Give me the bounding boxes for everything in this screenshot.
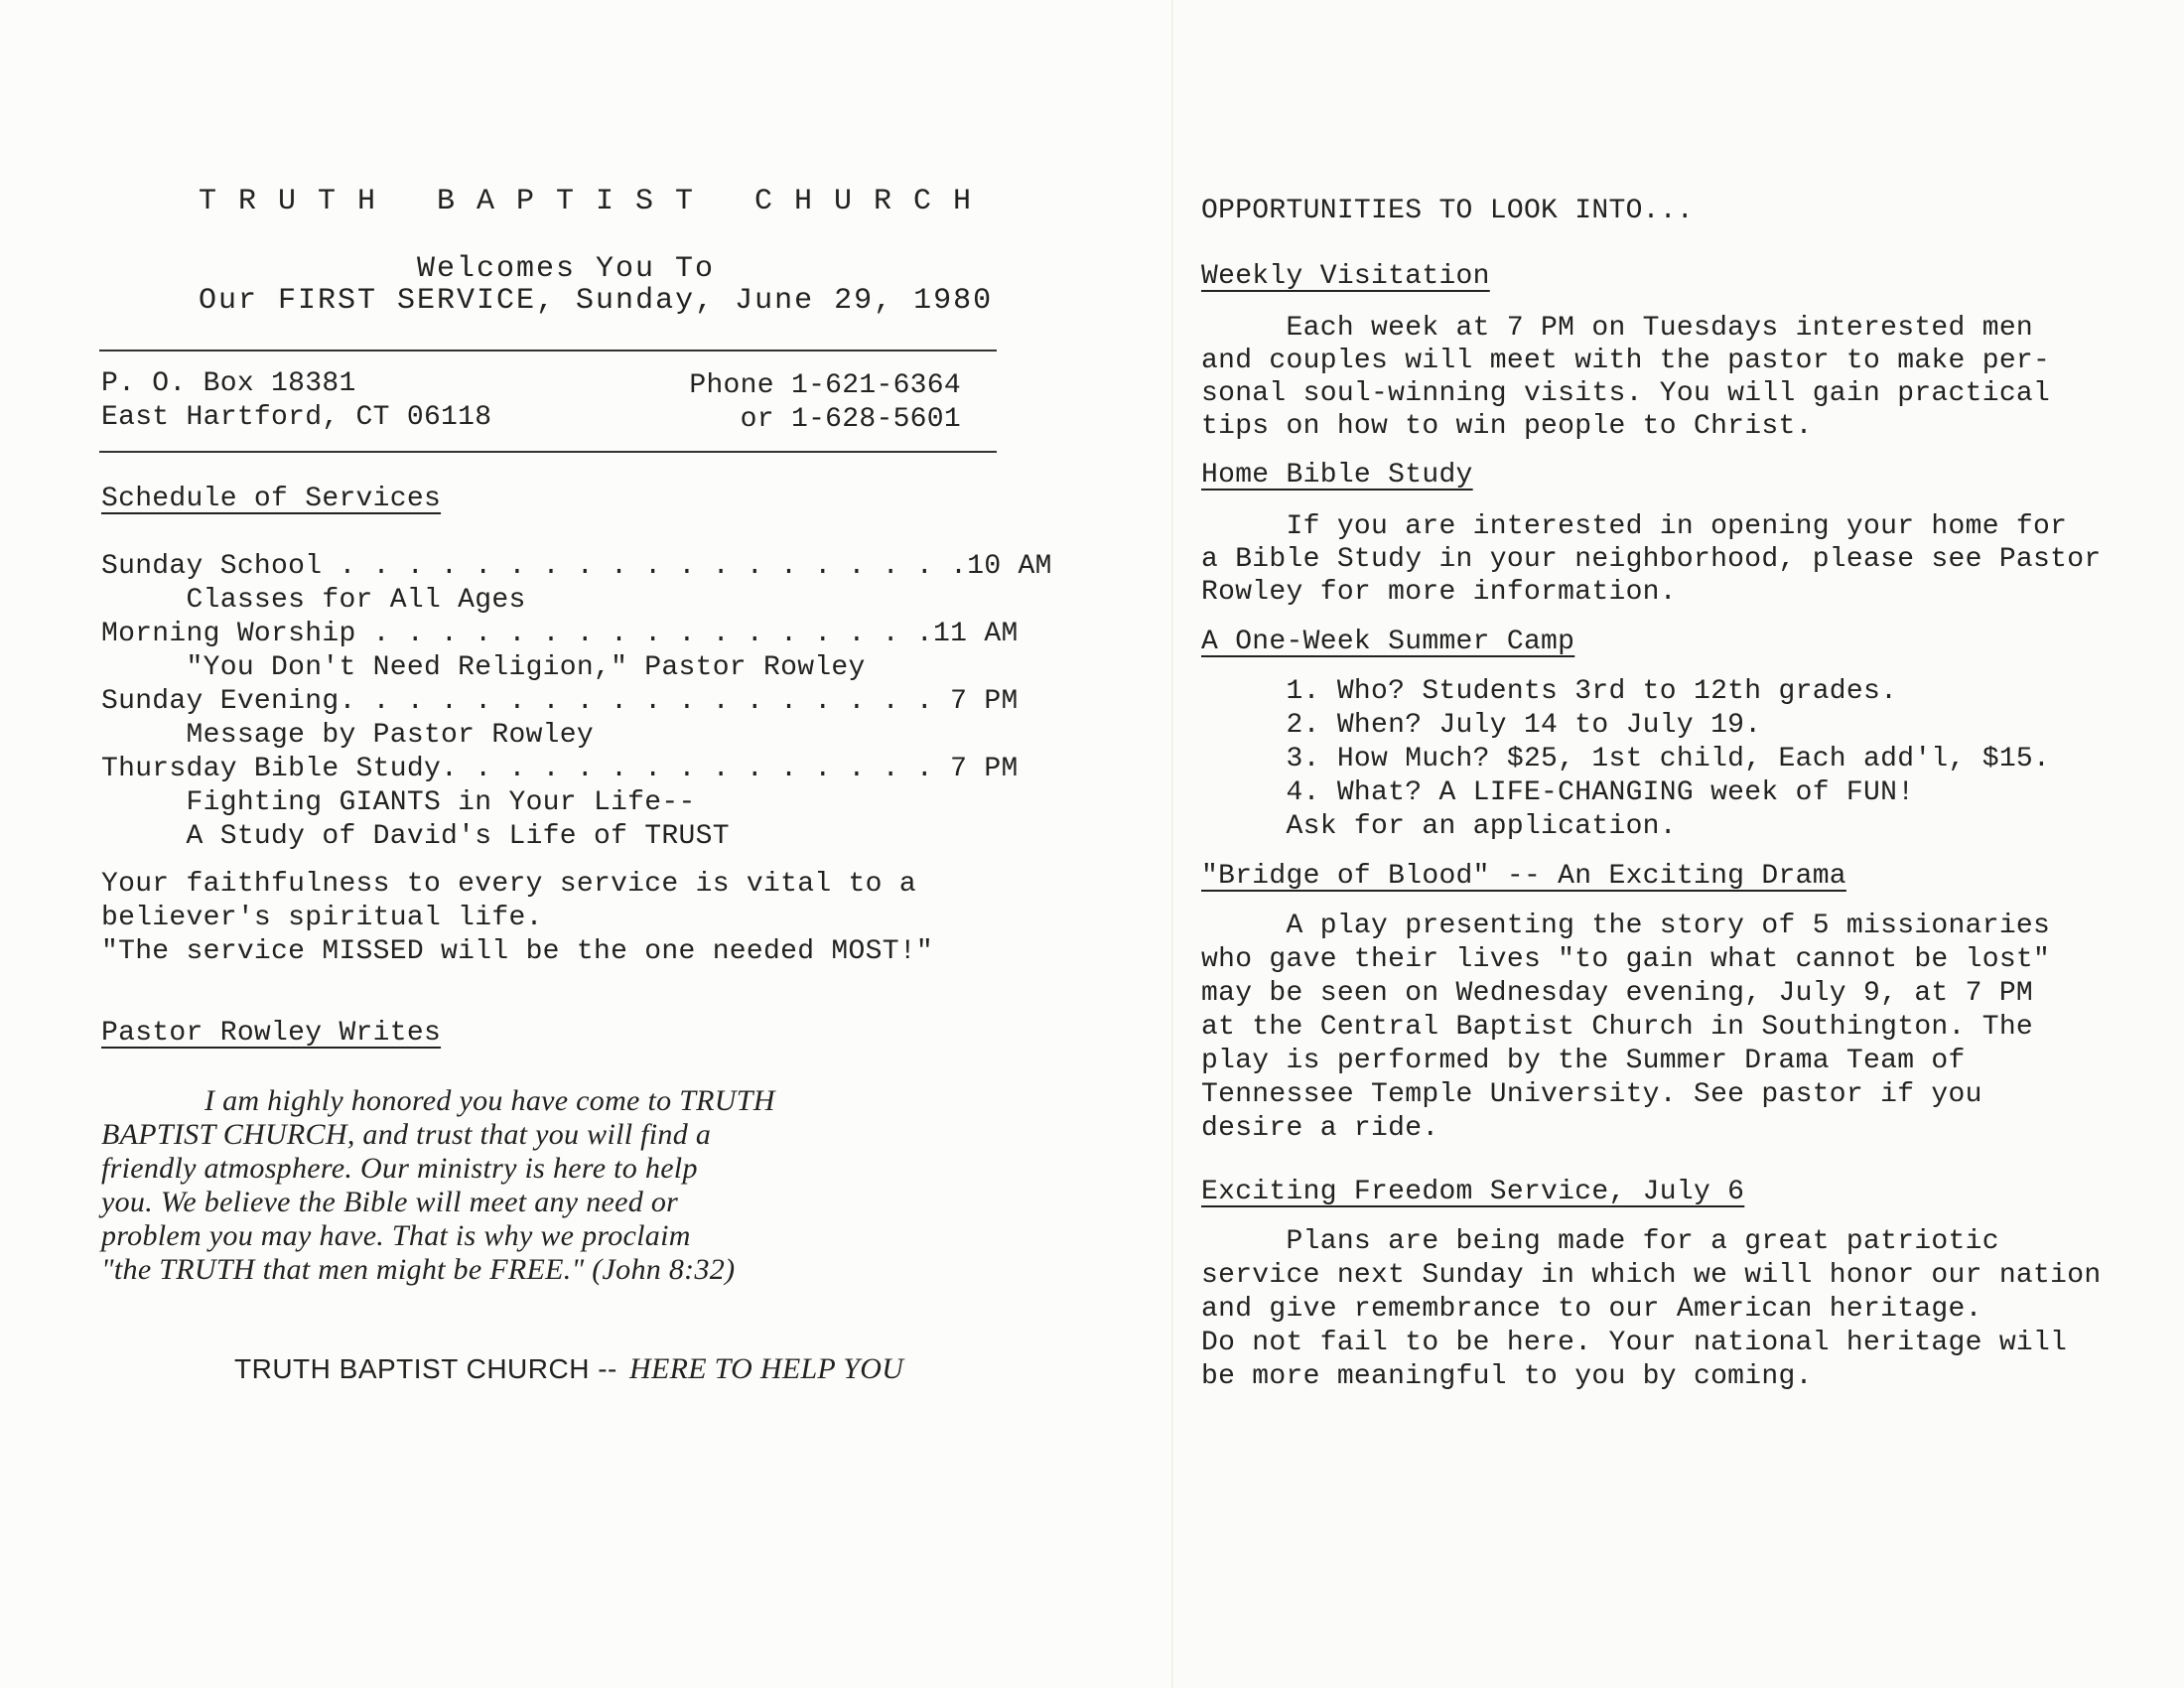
address-line-1: P. O. Box 18381 <box>101 368 356 399</box>
footer-church-name: TRUTH BAPTIST CHURCH -- <box>234 1353 617 1384</box>
freedom-line: service next Sunday in which we will honor our nation <box>1201 1260 2102 1291</box>
welcome-line-2: Our FIRST SERVICE, Sunday, June 29, 1980 <box>199 284 994 318</box>
visitation-heading: Weekly Visitation <box>1201 261 1490 292</box>
page-fold <box>1171 0 1173 1688</box>
freedom-line: Do not fail to be here. Your national heritage will <box>1201 1328 2068 1358</box>
church-title: TRUTH BAPTIST CHURCH <box>199 185 994 218</box>
drama-line: at the Central Baptist Church in Southington. The <box>1201 1012 2034 1043</box>
bible-study-line: If you are interested in opening your home for <box>1201 511 2068 542</box>
schedule-line: A Study of David's Life of TRUST <box>101 821 730 852</box>
freedom-line: be more meaningful to you by coming. <box>1201 1361 1813 1392</box>
schedule-line: Thursday Bible Study. . . . . . . . . . . . . . . 7 PM <box>101 754 1019 784</box>
schedule-line: Fighting GIANTS in Your Life-- <box>101 787 696 818</box>
pastor-line: "the TRUTH that men might be FREE." (John 8:32) <box>101 1253 736 1286</box>
schedule-line: Classes for All Ages <box>101 585 526 616</box>
visitation-line: tips on how to win people to Christ. <box>1201 411 1813 442</box>
schedule-line: Sunday Evening. . . . . . . . . . . . . . . . . . 7 PM <box>101 686 1019 717</box>
visitation-line: and couples will meet with the pastor to make per- <box>1201 346 2051 376</box>
pastor-line: you. We believe the Bible will meet any need or <box>101 1186 679 1218</box>
pastor-line: BAPTIST CHURCH, and trust that you will find a <box>101 1118 712 1151</box>
pastor-line: friendly atmosphere. Our ministry is here to help <box>101 1152 698 1185</box>
pastor-heading: Pastor Rowley Writes <box>101 1018 442 1049</box>
drama-line: A play presenting the story of 5 missionaries <box>1201 911 2051 941</box>
footer-tagline: HERE TO HELP YOU <box>629 1352 904 1385</box>
right-page <box>1171 0 2184 1688</box>
pastor-line: problem you may have. That is why we proclaim <box>101 1219 691 1252</box>
bible-study-line: Rowley for more information. <box>1201 577 1677 608</box>
camp-heading: A One-Week Summer Camp <box>1201 627 1575 657</box>
visitation-line: Each week at 7 PM on Tuesdays interested men <box>1201 313 2034 344</box>
pastor-line: I am highly honored you have come to TRUTH <box>205 1084 775 1117</box>
camp-line: Ask for an application. <box>1201 811 1677 842</box>
camp-line: 3. How Much? $25, 1st child, Each add'l, $15. <box>1201 744 2051 774</box>
freedom-line: Plans are being made for a great patriotic <box>1201 1226 1999 1257</box>
phone-line-1: Phone 1-621-6364 <box>689 370 961 401</box>
visitation-line: sonal soul-winning visits. You will gain practical <box>1201 378 2051 409</box>
drama-line: who gave their lives "to gain what cannot be lost" <box>1201 944 2051 975</box>
freedom-heading: Exciting Freedom Service, July 6 <box>1201 1177 1745 1207</box>
schedule-line: Message by Pastor Rowley <box>101 720 594 751</box>
faith-line: "The service MISSED will be the one needed MOST!" <box>101 936 934 967</box>
camp-line: 2. When? July 14 to July 19. <box>1201 710 1762 741</box>
phone-line-2: or 1-628-5601 <box>740 404 961 435</box>
schedule-heading: Schedule of Services <box>101 484 442 514</box>
faith-line: Your faithfulness to every service is vital to a <box>101 869 916 900</box>
opportunities-heading: OPPORTUNITIES TO LOOK INTO... <box>1201 196 1694 226</box>
schedule-line: Morning Worship . . . . . . . . . . . . . . . . .11 AM <box>101 619 1019 649</box>
camp-line: 4. What? A LIFE-CHANGING week of FUN! <box>1201 777 1915 808</box>
schedule-line: Sunday School . . . . . . . . . . . . . . . . . . .10 AM <box>101 551 1052 582</box>
welcome-line-1: Welcomes You To <box>417 252 716 286</box>
drama-line: Tennessee Temple University. See pastor if you <box>1201 1079 1982 1110</box>
bible-study-heading: Home Bible Study <box>1201 460 1473 491</box>
bible-study-line: a Bible Study in your neighborhood, please see Pastor <box>1201 544 2102 575</box>
address-line-2: East Hartford, CT 06118 <box>101 402 492 433</box>
drama-line: desire a ride. <box>1201 1113 1439 1144</box>
drama-heading: "Bridge of Blood" -- An Exciting Drama <box>1201 861 1846 892</box>
drama-line: play is performed by the Summer Drama Team of <box>1201 1046 1966 1076</box>
faith-line: believer's spiritual life. <box>101 903 543 933</box>
camp-line: 1. Who? Students 3rd to 12th grades. <box>1201 676 1898 707</box>
drama-line: may be seen on Wednesday evening, July 9, at 7 PM <box>1201 978 2034 1009</box>
divider-top <box>99 350 997 352</box>
freedom-line: and give remembrance to our American heritage. <box>1201 1294 1982 1325</box>
divider-bottom <box>99 451 997 453</box>
schedule-line: "You Don't Need Religion," Pastor Rowley <box>101 652 866 683</box>
